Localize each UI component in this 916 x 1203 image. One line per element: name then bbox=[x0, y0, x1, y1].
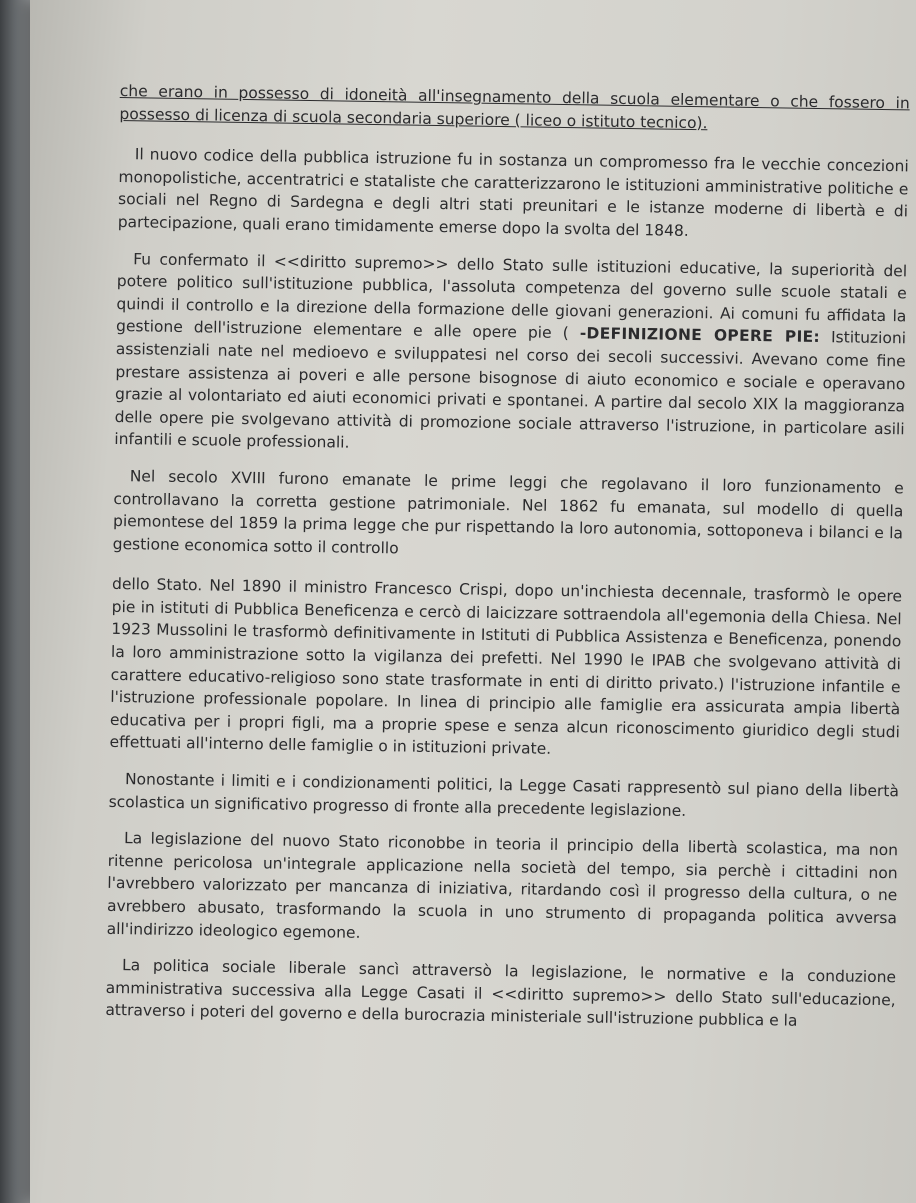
paragraph-crispi: dello Stato. Nel 1890 il ministro Francesco Crispi, dopo un'inchiesta decennale, trasformò le opere pie in istituti di Pubblica Beneficenza e cercò di laicizzare sottraendola all'egemonia della Chiesa. Nel 1923 Mussolini le trasformò definitivamente in Istituti di Pubblica Assistenza e Beneficenza, ponendo la loro amministrazione sotto la vigilanza dei prefetti. Nel 1990 le IPAB che svolgevano attività di carattere educativo-religioso sono state trasformate in enti di diritto privato.) l'istruzione infantile e l'istruzione professionale popolare. In linea di principio alle famiglie era assicurata ampia libertà educativa per i propri figli, ma a proprie spese e senza alcun riconoscimento giuridico degli studi effettuati all'interno delle famiglie o in istituzioni private. bbox=[109, 575, 903, 759]
paragraph-continuation: che erano in possesso di idoneità all'insegnamento della scuola elementare o che fossero in possesso di licenza di scuola secondaria superiore ( liceo o istituto tecnico). bbox=[119, 81, 910, 132]
paragraph-diritto-supremo bbox=[114, 248, 907, 464]
paragraph-codice: Il nuovo codice della pubblica istruzione fu in sostanza un compromesso fra le vecchie concezioni monopolistiche, accentratrici e stataliste che caratterizzarono le istituzioni amministrative politiche e sociali nel Regno di Sardegna e degli altri stati preunitari e le istanze moderne di libertà e di partecipazione, quali erano timidamente emerse dopo la svolta del 1848. bbox=[117, 145, 909, 240]
definition-text: Istituzioni assistenziali nate nel medioevo e sviluppatesi nel corso dei secoli successivi. Avevano come fine prestare assistenza ai poveri e alle persone bisognose di aiuto economico e sociale e operavano grazie al volontariato ed aiuti economici privati e spontanei. A partire dal secolo XIX la maggioranza delle opere pie svolgevano attività di promozione sociale attraverso l'istruzione, in particolare asili infantili e scuole professionali. bbox=[114, 328, 907, 452]
document-page bbox=[30, 0, 916, 1203]
paragraph-diritto-supremo-text: Fu confermato il <<diritto supremo>> dello Stato sulle istituzioni educative, la superiorità del potere politico sull'istituzione pubblica, l'assoluta competenza del governo sulle scuole statali e quindi il controllo e la direzione della formazione delle giovani generazioni. Ai comuni fu affidata la gestione dell'istruzione elementare e alle opere pie ( bbox=[115, 249, 908, 343]
definition-heading: -DEFINIZIONE OPERE PIE: bbox=[579, 324, 821, 347]
paragraph-legge-casati: Nonostante i limiti e i condizionamenti politici, la Legge Casati rappresentò sul piano della libertà scolastica un significativo progresso di fronte alla precedente legislazione. bbox=[108, 770, 900, 820]
paragraph-secolo-xviii: Nel secolo XVIII furono emanate le prime leggi che regolavano il loro funzionamento e controllavano la corretta gestione patrimoniale. Nel 1862 fu emanata, sul modello di quella piemontese del 1859 la prima legge che pur rispettando la loro autonomia, sottoponeva i bilanci e la gestione economica sotto il controllo bbox=[112, 467, 904, 558]
paragraph-legislazione: La legislazione del nuovo Stato riconobbe in teoria il principio della libertà scolastica, ma non ritenne pericolosa un'integrale applicazione nella società del tempo, sia perchè i cittadini non l'avrebbero valorizzato per mancanza di iniziativa, ritardando così il progresso della cultura, o ne avrebbero abusato, trasformando la scuola in uno strumento di propaganda politica avversa all'indirizzo ideologico egemone. bbox=[106, 829, 899, 942]
paragraph-politica-sociale: La politica sociale liberale sancì attraversò la legislazione, le normative e la conduzione amministrativa successiva alla Legge Casati il <<diritto supremo>> dello Stato sull'educazione, attraverso i poteri del governo e della burocrazia ministeriale sull'istruzione pubblica e la bbox=[105, 956, 897, 1031]
document-body bbox=[105, 80, 910, 1048]
